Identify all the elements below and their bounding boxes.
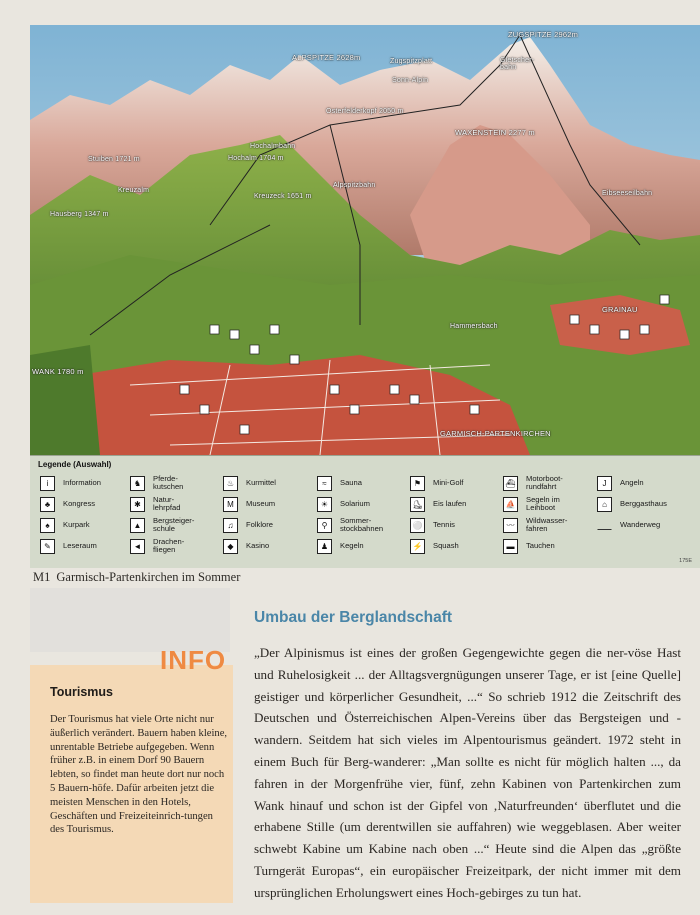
info-box: [30, 665, 233, 903]
kurmittel-icon: ♨: [223, 476, 238, 491]
info-body: Der Tourismus hat viele Orte nicht nur äußerlich verändert. Bauern haben kleine, unrentable Betriebe aufgegeben. Wenn früher z.B. in einem Dorf 90 Bauern lebten, so findet man heute dort nur noch 5 Bauern-höfe. Dafür arbeiten jetzt die meisten Menschen in den Hotels, Geschäften und Freizeiteinrich-tungen des Tourismus.: [50, 714, 228, 836]
legend-item: [223, 536, 269, 556]
label-zugspitzplatt: Zugspitzplatt: [390, 58, 433, 65]
angeln-icon: J: [597, 476, 612, 491]
label-hochalm: Hochalm 1704 m: [228, 155, 284, 162]
legend-item: [503, 494, 560, 514]
legend-label: Segeln im Leihboot: [526, 495, 560, 512]
label-zugspitze: ZUGSPITZE 2962m: [508, 30, 579, 39]
legend-label: Tauchen: [526, 541, 555, 550]
legend-item: [503, 473, 563, 493]
legend-label: Natur- lehrpfad: [153, 495, 181, 512]
legend-item: [317, 515, 383, 535]
leseraum-icon: ✎: [40, 539, 55, 554]
info-tag: INFO: [160, 645, 227, 675]
legend-label: Pferde- kutschen: [153, 474, 184, 491]
map-illustration: [30, 25, 700, 455]
pferdekutschen-icon: ♞: [130, 476, 145, 491]
legend-item: [317, 536, 364, 556]
legend-item: [130, 494, 180, 514]
legend-label: Bergsteiger- schule: [153, 516, 195, 533]
article-body: „Der Alpinismus ist eines der großen Gegengewichte gegen die ner-vöse Hast und Ruhelosigkeit ... der Alltagsvergnügungen unserer Tage, er ist [eine Quelle] geistiger und körperlicher Gesundheit, ...“ So schrieb 1912 die Zeitschrift des Deutschen und Österreichischen Alpen-Vereins über das Bergsteigen und -wandern. Seitdem hat sich vieles im Alpentourismus geändert. 1972 steht in einem Buch für Berg-wanderer: „Man sollte es nicht für möglich halten ..., da fahren in der Morgenfrühe vier, fünf, zehn Kabinen von Partenkirchen zum Wank hinauf und schon ist der Gipfel von ‚Naturfreunden‘ überflutet und die erhabene Stille (um derentwillen sie auffahren) wie weggeblasen. Aber weiter schwebt Kabine um Kabine nach oben ...“ Heute sind die Alpen das „größte Turngerät Europas“, ein europäischer Freizeitpark, der nicht immer mit dem ursprünglichen Erholungswert eines Hoch-gebirges zu tun hat.: [254, 645, 681, 900]
legend-label: Sommer- stockbahnen: [340, 516, 384, 533]
tauchen-icon: ▬: [503, 539, 518, 554]
wildwasser-icon: 〰: [503, 518, 518, 533]
legend-label: Kurpark: [63, 520, 90, 529]
legend-item: [410, 536, 459, 556]
legend-code: 175E: [679, 558, 692, 564]
folklore-icon: ♫: [223, 518, 238, 533]
label-waxenstein: WAXENSTEIN 2277 m: [455, 128, 535, 137]
caption-marker: M1: [33, 570, 51, 584]
legend-item: [503, 536, 555, 556]
kegeln-icon: ♟: [317, 539, 332, 554]
squash-icon: ⚡: [410, 539, 425, 554]
label-stuiben: Stuiben 1721 m: [88, 156, 140, 163]
legend-label: Squash: [433, 541, 459, 550]
museum-icon: M: [223, 497, 238, 512]
drachenfliegen-icon: ◄: [130, 539, 145, 554]
label-grainau: GRAINAU: [602, 305, 638, 314]
label-kreuzalm: Kreuzalm: [118, 187, 150, 194]
legend-item: [40, 473, 101, 493]
eislaufen-icon: ⛸: [410, 497, 425, 512]
legend-label: Wanderweg: [620, 520, 661, 529]
legend-item: [130, 473, 183, 493]
legend-label: Angeln: [620, 478, 644, 487]
legend-item: [130, 536, 184, 556]
wanderweg-icon: [597, 521, 612, 530]
legend-label: Wildwasser- fahren: [526, 516, 568, 533]
legend-item: [410, 494, 466, 514]
label-hammersbach: Hammersbach: [450, 323, 498, 330]
legend-label: Museum: [246, 499, 276, 508]
legend-item: [317, 494, 370, 514]
legend-label: Sauna: [340, 478, 362, 487]
legend-title: Legende (Auswahl): [38, 460, 112, 469]
legend-label: Kegeln: [340, 541, 364, 550]
legend-label: Mini-Golf: [433, 478, 464, 487]
legend-label: Folklore: [246, 520, 274, 529]
label-hausberg: Hausberg 1347 m: [50, 211, 109, 218]
kurpark-icon: ♠: [40, 518, 55, 533]
segeln-icon: ⛵: [503, 497, 518, 512]
legend-item: [40, 515, 90, 535]
legend-item: [597, 473, 644, 493]
legend-label: Kasino: [246, 541, 270, 550]
legend-item: [40, 536, 97, 556]
legend-label: Kurmittel: [246, 478, 276, 487]
kasino-icon: ◆: [223, 539, 238, 554]
label-osterfelder: Osterfelderkopf 2050 m: [326, 108, 404, 115]
legend-label: Eis laufen: [433, 499, 467, 508]
map-legend: [30, 455, 700, 568]
legend-item: [223, 494, 275, 514]
naturlehrpfad-icon: ✱: [130, 497, 145, 512]
tennis-icon: ⚪: [410, 518, 425, 533]
legend-item: [40, 494, 95, 514]
label-alpspitzbahn: Alpspitzbahn: [333, 182, 376, 189]
panorama-map: [30, 25, 700, 455]
legend-label: Kongress: [63, 499, 96, 508]
info-title: Tourismus: [50, 685, 113, 699]
bergsteigerschule-icon: ▲: [130, 518, 145, 533]
show-through-area: [30, 588, 230, 652]
legend-label: Leseraum: [63, 541, 97, 550]
figure-caption: [33, 570, 240, 585]
label-sonnalpin: Sonn-Alpin: [392, 77, 429, 84]
legend-item: [317, 473, 362, 493]
label-kreuzeck: Kreuzeck 1651 m: [254, 193, 312, 200]
caption-text: Garmisch-Partenkirchen im Sommer: [56, 570, 241, 584]
label-eibseebahn: Eibseeseilbahn: [602, 190, 653, 197]
label-alpspitze: ALPSPITZE 2628m: [292, 53, 361, 62]
legend-label: Motorboot- rundfahrt: [526, 474, 563, 491]
legend-item: [597, 494, 667, 514]
legend-label: Drachen- fliegen: [153, 537, 185, 554]
forest-left: [30, 345, 100, 455]
sommerstockbahnen-icon: ⚲: [317, 518, 332, 533]
label-garmisch: GARMISCH-PARTENKIRCHEN: [440, 429, 551, 438]
legend-label: Information: [63, 478, 101, 487]
label-hochalmbahn: Hochalmbahn: [250, 143, 296, 150]
legend-item: [410, 473, 463, 493]
legend-label: Solarium: [340, 499, 370, 508]
article-title: Umbau der Berglandschaft: [254, 609, 453, 626]
legend-item: [223, 473, 276, 493]
solarium-icon: ☀: [317, 497, 332, 512]
legend-item: [597, 515, 660, 535]
motorboot-icon: ⛴: [503, 476, 518, 491]
information-icon: i: [40, 476, 55, 491]
label-wank: WANK 1780 m: [32, 367, 84, 376]
berggasthaus-icon: ⌂: [597, 497, 612, 512]
minigolf-icon: ⚑: [410, 476, 425, 491]
label-gletscherbahn: Gletscher- bahn: [500, 57, 535, 71]
legend-label: Tennis: [433, 520, 455, 529]
legend-item: [503, 515, 567, 535]
sauna-icon: ≈: [317, 476, 332, 491]
legend-label: Berggasthaus: [620, 499, 667, 508]
legend-item: [130, 515, 194, 535]
legend-item: [223, 515, 273, 535]
legend-item: [410, 515, 455, 535]
kongress-icon: ♣: [40, 497, 55, 512]
